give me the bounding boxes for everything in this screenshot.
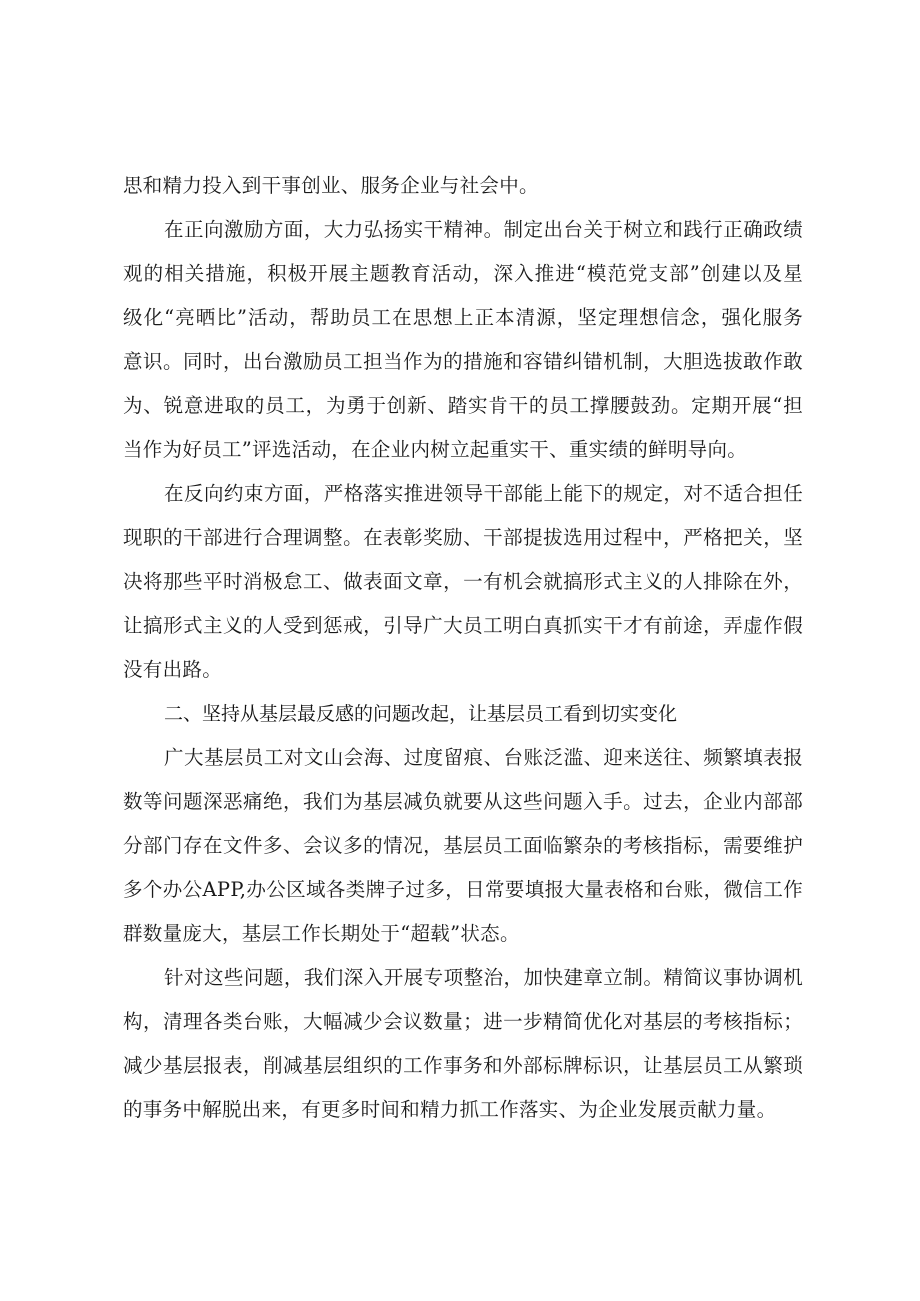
section-heading: 二、坚持从基层最反感的问题改起，让基层员工看到切实变化	[164, 703, 678, 725]
paragraph-line: 没有出路。	[123, 658, 223, 681]
paragraph-line: 为、锐意进取的员工，为勇于创新、踏实肯干的员工撑腰鼓劲。定期开展“担	[123, 394, 803, 417]
paragraph-line: 针对这些问题，我们深入开展专项整治，加快建章立制。精简议事协调机	[164, 966, 803, 989]
paragraph-line: 分部门存在文件多、会议多的情况，基层员工面临繁杂的考核指标，需要维护	[123, 834, 803, 857]
paragraph-line: 减少基层报表，削减基层组织的工作事务和外部标牌标识，让基层员工从繁琐	[123, 1054, 803, 1077]
paragraph-line: 多个办公APP,办公区域各类牌子过多，日常要填报大量表格和台账，微信工作	[123, 878, 803, 901]
paragraph-line: 决将那些平时消极怠工、做表面文章，一有机会就搞形式主义的人排除在外，	[123, 570, 803, 593]
paragraph-line: 数等问题深恶痛绝，我们为基层减负就要从这些问题入手。过去，企业内部部	[123, 790, 803, 813]
paragraph-line: 意识。同时，出台激励员工担当作为的措施和容错纠错机制，大胆选拔敢作敢	[123, 350, 803, 373]
paragraph-line: 思和精力投入到干事创业、服务企业与社会中。	[123, 174, 539, 197]
paragraph-line: 在正向激励方面，大力弘扬实干精神。制定出台关于树立和践行正确政绩	[164, 218, 803, 241]
paragraph-line: 现职的干部进行合理调整。在表彰奖励、干部提拔选用过程中，严格把关，坚	[123, 526, 803, 549]
paragraph-line: 级化“亮晒比”活动，帮助员工在思想上正本清源，坚定理想信念，强化服务	[123, 306, 803, 329]
paragraph-line: 在反向约束方面，严格落实推进领导干部能上能下的规定，对不适合担任	[164, 482, 803, 505]
paragraph-line: 观的相关措施，积极开展主题教育活动，深入推进“模范党支部”创建以及星	[123, 262, 803, 285]
paragraph-line: 构，清理各类台账，大幅减少会议数量；进一步精简优化对基层的考核指标；	[123, 1010, 803, 1033]
paragraph-line: 的事务中解脱出来，有更多时间和精力抓工作落实、为企业发展贡献力量。	[123, 1098, 777, 1121]
paragraph-line: 让搞形式主义的人受到惩戒，引导广大员工明白真抓实干才有前途，弄虚作假	[123, 614, 803, 637]
paragraph-line: 群数量庞大，基层工作长期处于“超载”状态。	[123, 922, 520, 945]
paragraph-line: 广大基层员工对文山会海、过度留痕、台账泛滥、迎来送往、频繁填表报	[164, 746, 803, 769]
paragraph-line: 当作为好员工”评选活动，在企业内树立起重实干、重实绩的鲜明导向。	[123, 438, 748, 461]
